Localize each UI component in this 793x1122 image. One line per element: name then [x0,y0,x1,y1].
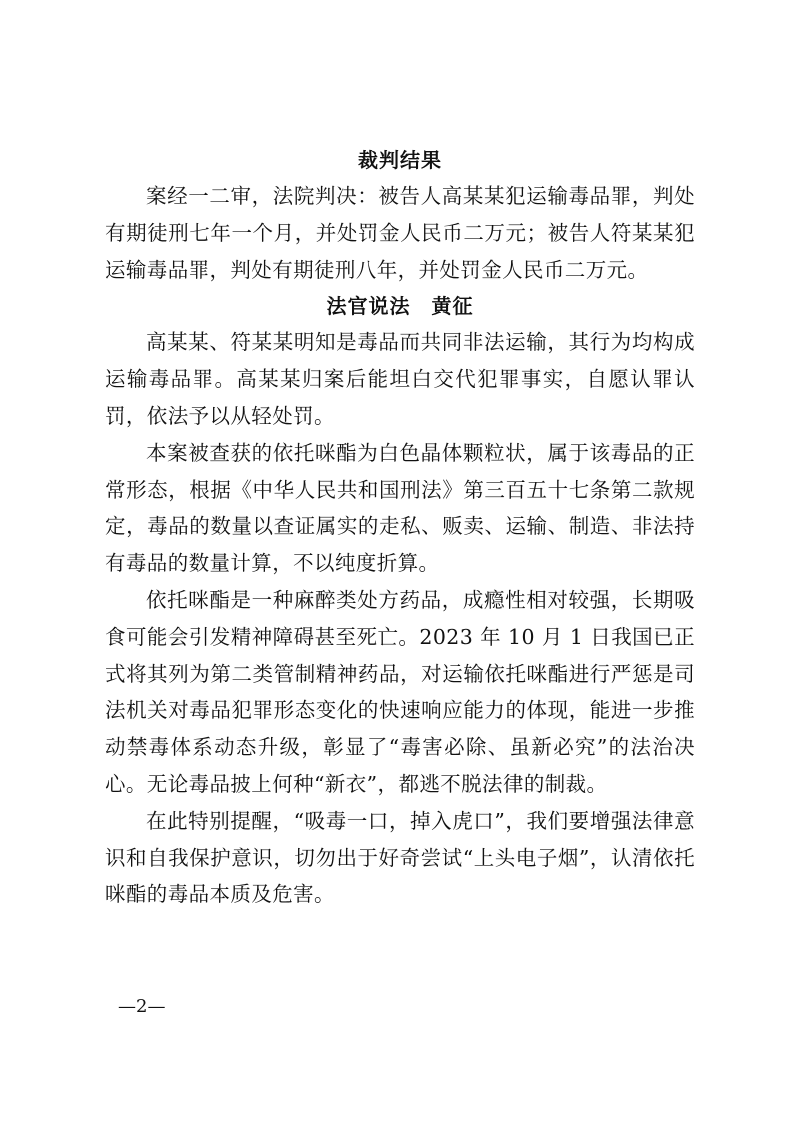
page-number: —2— [118,996,166,1017]
verdict-paragraph: 案经一二审，法院判决：被告人高某某犯运输毒品罪，判处有期徒刑七年一个月，并处罚金人民币二万元；被告人符某某犯运输毒品罪，判处有期徒刑八年，并处罚金人民币二万元。 [105,184,695,282]
commentary-paragraph-3: 依托咪酯是一种麻醉类处方药品，成瘾性相对较强，长期吸食可能会引发精神障碍甚至死亡。2023 年 10 月 1 日我国已正式将其列为第二类管制精神药品，对运输依托咪酯进行严惩是司法机关对毒品犯罪形态变化的快速响应能力的体现，能进一步推动禁毒体系动态升级，彰显了“毒害必除、虽新必究”的法治决心。无论毒品披上何种“新衣”，都逃不脱法律的制裁。 [105,587,695,796]
commentary-paragraph-1: 高某某、符某某明知是毒品而共同非法运输，其行为均构成运输毒品罪。高某某归案后能坦白交代犯罪事实，自愿认罪认罚，依法予以从轻处罚。 [105,330,695,428]
commentary-paragraph-4: 在此特别提醒，“吸毒一口，掉入虎口”，我们要增强法律意识和自我保护意识，切勿出于好奇尝试“上头电子烟”，认清依托咪酯的毒品本质及危害。 [105,808,695,907]
section-title-verdict: 裁判结果 [358,148,442,172]
section-title-judge-commentary: 法官说法 黄征 [326,294,474,319]
commentary-paragraph-2: 本案被查获的依托咪酯为白色晶体颗粒状，属于该毒品的正常形态，根据《中华人民共和国刑法》第三百五十七条第二款规定，毒品的数量以查证属实的走私、贩卖、运输、制造、非法持有毒品的数量计算，不以纯度折算。 [105,440,695,576]
document-body [105,142,695,913]
